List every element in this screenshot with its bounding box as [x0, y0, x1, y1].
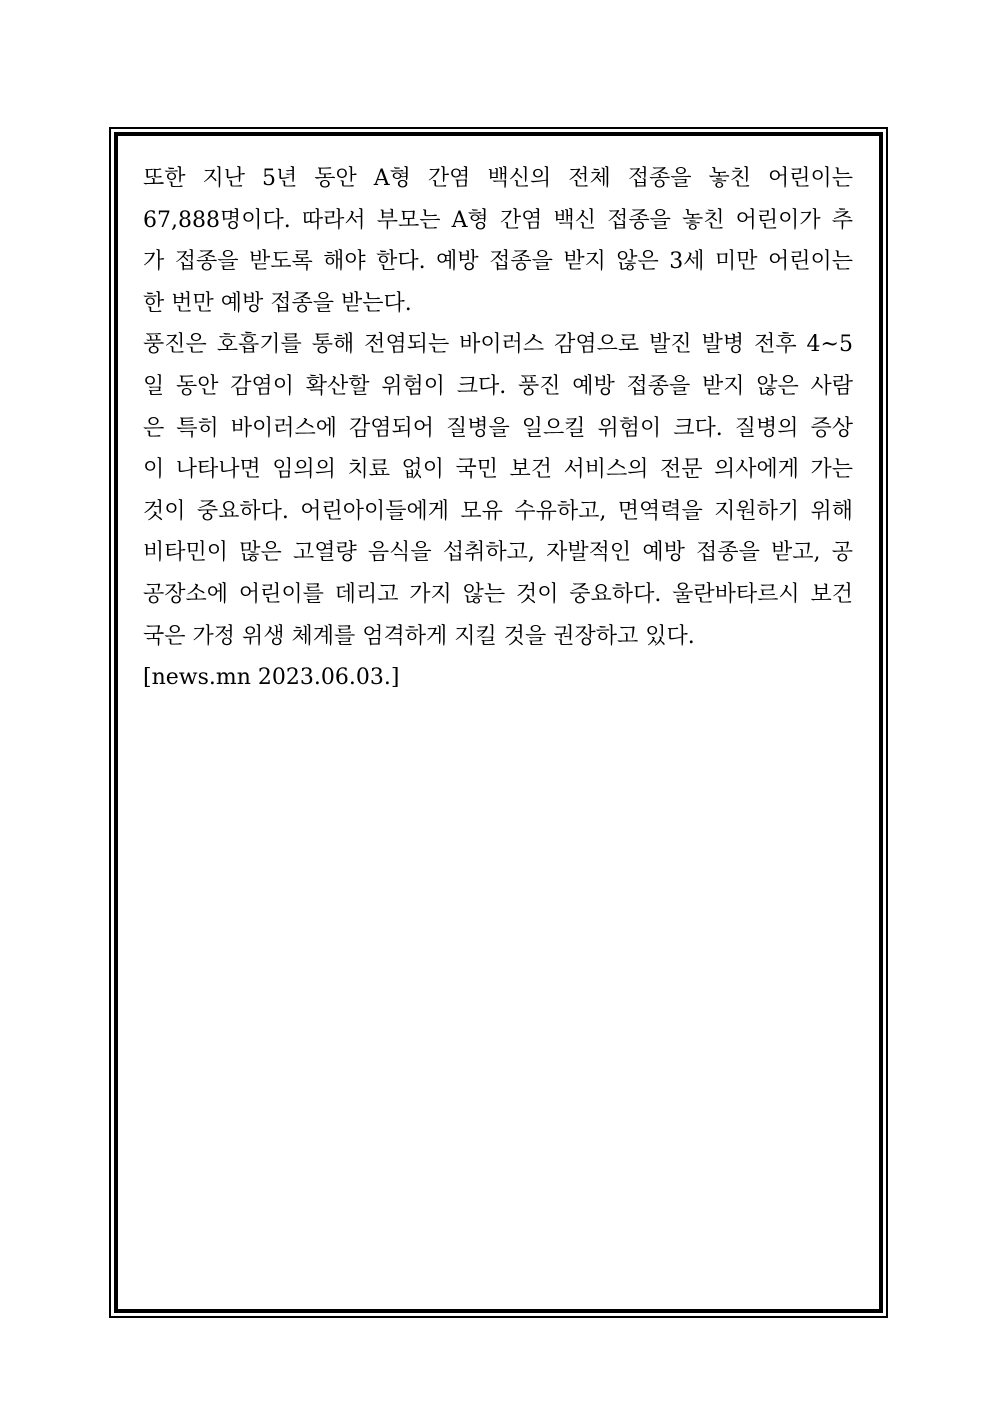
text-line: 이 나타나면 임의의 치료 없이 국민 보건 서비스의 전문 의사에게 가는 [143, 457, 853, 483]
text-line: 국은 가정 위생 체계를 엄격하게 지킬 것을 권장하고 있다. [143, 623, 695, 649]
text-line: 67,888명이다. 따라서 부모는 A형 간염 백신 접종을 놓친 어린이가 추 [143, 207, 853, 233]
text-line: 또한 지난 5년 동안 A형 간염 백신의 전체 접종을 놓친 어린이는 [143, 166, 853, 191]
source-citation: [news.mn 2023.06.03.] [143, 665, 400, 691]
paragraph [143, 324, 853, 657]
paragraph [143, 158, 853, 324]
text-line: 은 특히 바이러스에 감염되어 질병을 일으킬 위험이 크다. 질병의 증상 [143, 415, 853, 441]
text-line: 한 번만 예방 접종을 받는다. [143, 290, 412, 316]
document-body [143, 158, 853, 699]
text-line: 것이 중요하다. 어린아이들에게 모유 수유하고, 면역력을 지원하기 위해 [143, 498, 853, 524]
text-line: 풍진은 호흡기를 통해 전염되는 바이러스 감염으로 발진 발병 전후 4~5 [143, 332, 853, 358]
text-line: 공장소에 어린이를 데리고 가지 않는 것이 중요하다. 울란바타르시 보건 [143, 581, 853, 607]
text-line: 가 접종을 받도록 해야 한다. 예방 접종을 받지 않은 3세 미만 어린이는 [143, 249, 853, 275]
text-line: 비타민이 많은 고열량 음식을 섭취하고, 자발적인 예방 접종을 받고, 공 [143, 540, 853, 566]
text-line: 일 동안 감염이 확산할 위험이 크다. 풍진 예방 접종을 받지 않은 사람 [143, 373, 853, 399]
